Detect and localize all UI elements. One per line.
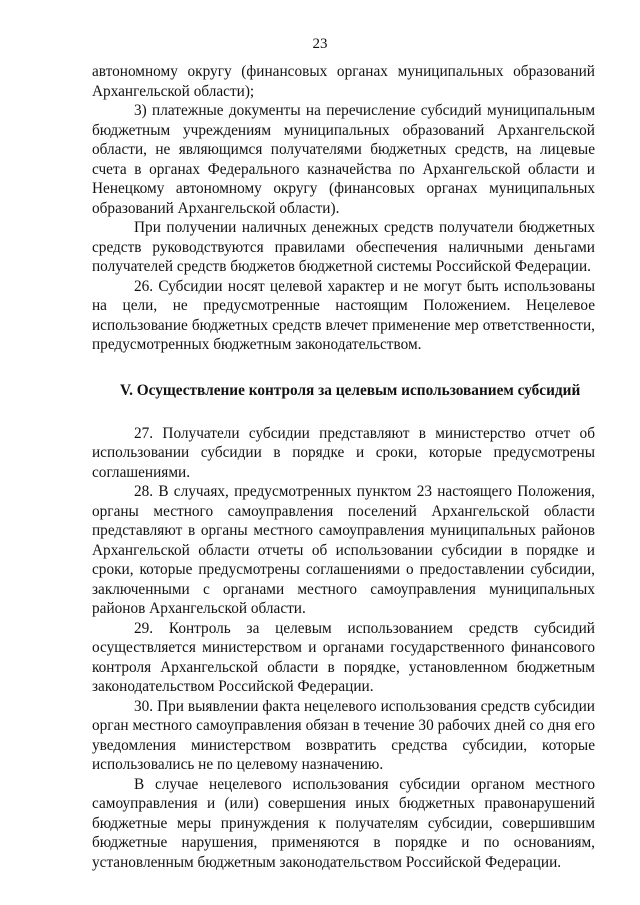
paragraph-27: 27. Получатели субсидии представляют в министерство отчет об использовании субсидии в порядке и сроки, которые предусмотрены соглашениями. [92, 424, 595, 481]
paragraph-continuation: автономному округу (финансовых органах муниципальных образований Архангельской области); [92, 63, 595, 100]
document-body [92, 62, 595, 872]
section-heading: V. Осуществление контроля за целевым использованием субсидий [120, 381, 581, 399]
page-number: 23 [312, 36, 328, 52]
paragraph-30: 30. При выявлении факта нецелевого использования средств субсидии орган местного самоуправления обязан в течение 30 рабочих дней со дня его уведомления министерством возвратить средства субсидии, которые использовались не по целевому назначению. [92, 697, 595, 773]
paragraph-item-3: 3) платежные документы на перечисление субсидий муниципальным бюджетным учреждениям муниципальных образований Архангельской области, не являющимся получателями бюджетных средств, на лицевые счета в органах Федерального казначейства по Архангельской области и Ненецкому автономному округу (финансовых органах муниципальных образований Архангельской области). [92, 102, 595, 217]
paragraph-cash-funds: При получении наличных денежных средств получатели бюджетных средств руководствуются правилами обеспечения наличными деньгами получателей средств бюджетов бюджетной системы Российской Федерации. [92, 219, 595, 275]
paragraph-29: 29. Контроль за целевым использованием средств субсидий осуществляется министерством и органами государственного финансового контроля Архангельской области в порядке, установленном бюджетным законодательством Российской Федерации. [92, 619, 595, 695]
paragraph-28: 28. В случаях, предусмотренных пунктом 23 настоящего Положения, органы местного самоуправления поселений Архангельской области представляют в органы местного самоуправления муниципальных районов Архангельской области отчеты об использовании субсидии в порядке и сроки, которые предусмотрены соглашениями о предоставлении субсидии, заключенными с органами местного самоуправления муниципальных районов Архангельской области. [92, 483, 595, 617]
paragraph-misuse-measures: В случае нецелевого использования субсидии органом местного самоуправления и (или) совершения иных бюджетных правонарушений бюджетные меры принуждения к получателям субсидии, совершившим бюджетные нарушения, применяются в порядке и по основаниям, установленным бюджетным законодательством Российской Федерации. [92, 775, 595, 871]
paragraph-26: 26. Субсидии носят целевой характер и не могут быть использованы на цели, не предусмотренные настоящим Положением. Нецелевое использование бюджетных средств влечет применение мер ответственности, предусмотренных бюджетным законодательством. [92, 277, 595, 353]
